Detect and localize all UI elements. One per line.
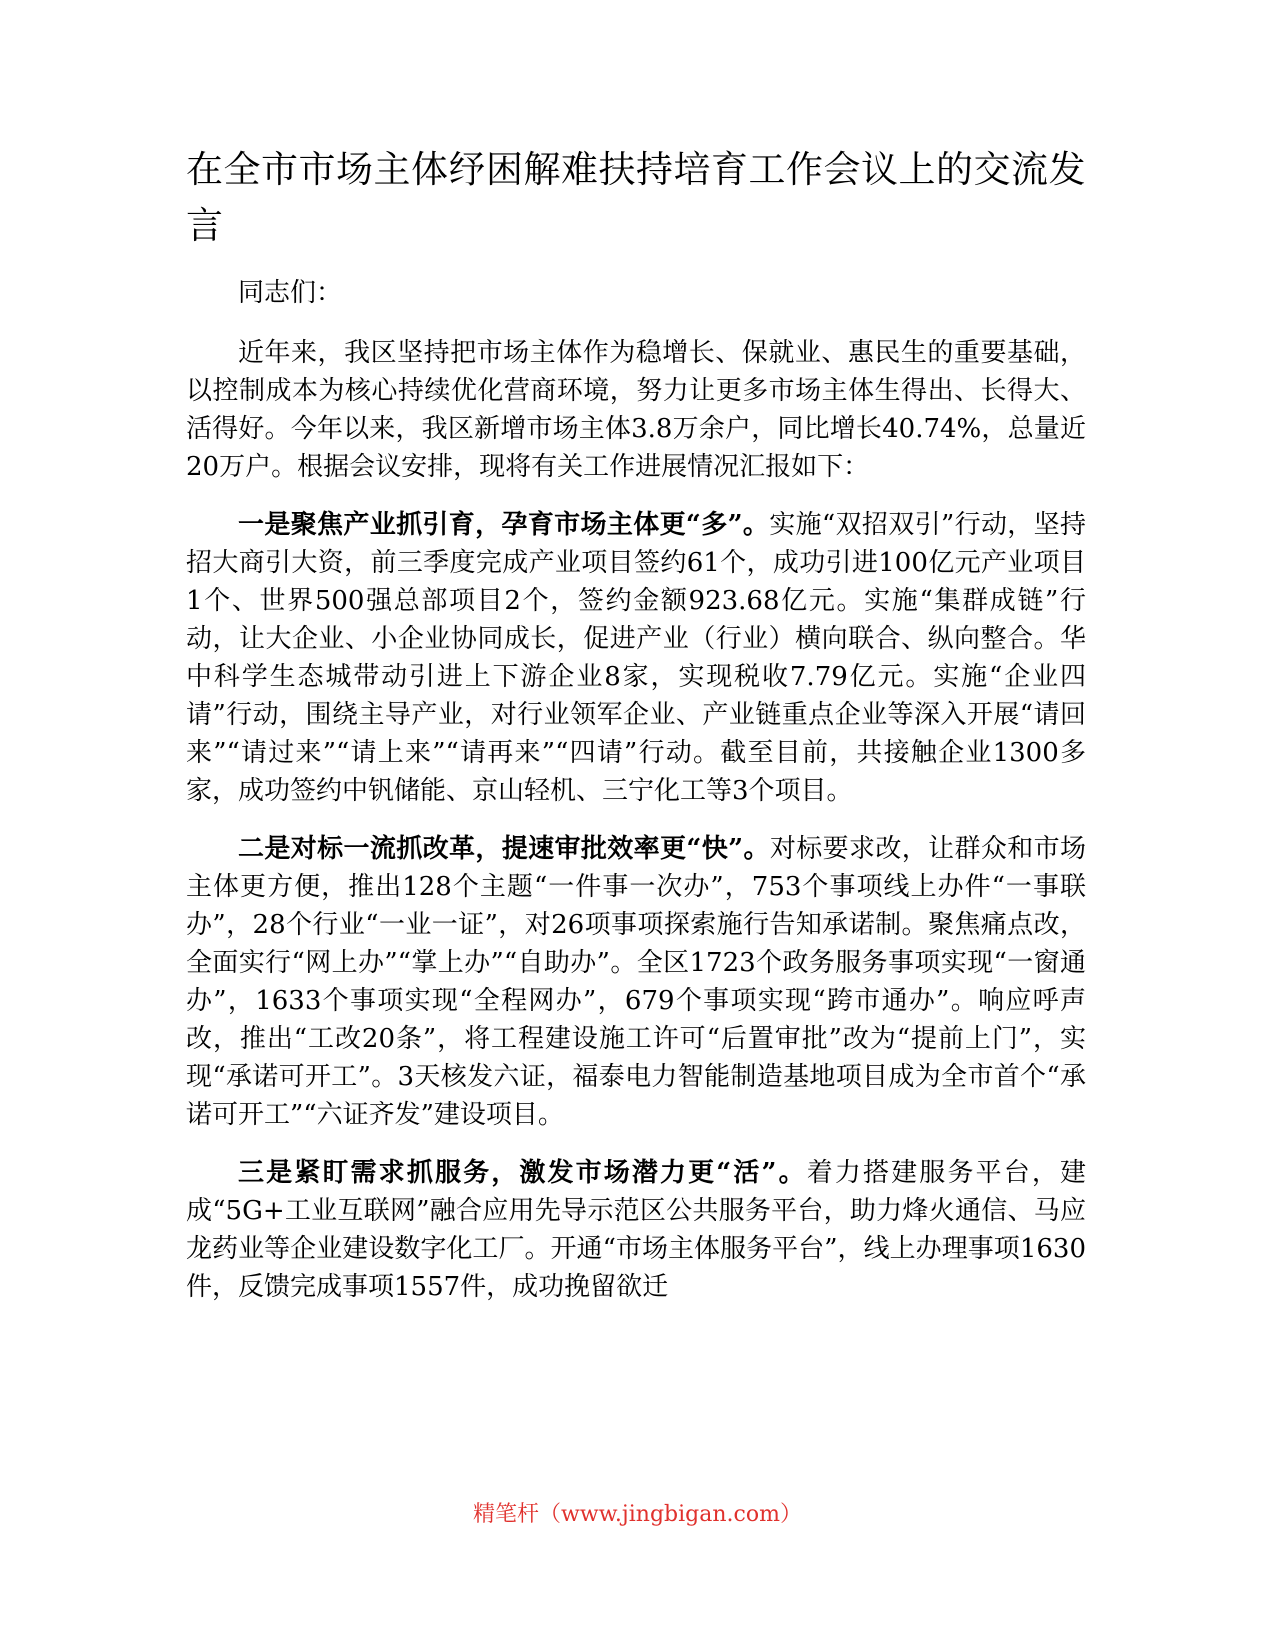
- footer-watermark: 精笔杆（www.jingbigan.com）: [473, 1502, 802, 1527]
- point-text-1: 实施“双招双引”行动，坚持招大商引大资，前三季度完成产业项目签约61个，成功引进100亿元产业项目1个、世界500强总部项目2个，签约金额923.68亿元。实施“集群成链”行动，让大企业、小企业协同成长，促进产业（行业）横向联合、纵向整合。华中科学生态城带动引进上下游企业8家，实现税收7.79亿元。实施“企业四请”行动，围绕主导产业，对行业领军企业、产业链重点企业等深入开展“请回来”“请过来”“请上来”“请再来”“四请”行动。截至目前，共接触企业1300多家，成功签约中钒储能、京山轻机、三宁化工等3个项目。: [186, 510, 1086, 806]
- point-paragraph-3: [186, 1154, 1086, 1306]
- document-title: 在全市市场主体纾困解难扶持培育工作会议上的交流发言: [186, 148, 1086, 247]
- point-paragraph-1: [186, 506, 1086, 810]
- point-heading-2: 二是对标一流抓改革，提速审批效率更“快”。: [238, 834, 770, 864]
- salutation: 同志们：: [238, 278, 343, 308]
- document-body: [186, 142, 1086, 1306]
- point-text-3: 着力搭建服务平台，建成“5G+工业互联网”融合应用先导示范区公共服务平台，助力烽火通信、马应龙药业等企业建设数字化工厂。开通“市场主体服务平台”，线上办理事项1630件，反馈完成事项1557件，成功挽留欲迁: [186, 1158, 1086, 1302]
- point-paragraph-2: [186, 830, 1086, 1134]
- point-text-2: 对标要求改，让群众和市场主体更方便，推出128个主题“一件事一次办”，753个事项线上办件“一事联办”，28个行业“一业一证”，对26项事项探索施行告知承诺制。聚焦痛点改，全面实行“网上办”“掌上办”“自助办”。全区1723个政务服务事项实现“一窗通办”，1633个事项实现“全程网办”，679个事项实现“跨市通办”。响应呼声改，推出“工改20条”，将工程建设施工许可“后置审批”改为“提前上门”，实现“承诺可开工”。3天核发六证，福泰电力智能制造基地项目成为全市首个“承诺可开工”“六证齐发”建设项目。: [186, 834, 1086, 1130]
- intro-paragraph: 近年来，我区坚持把市场主体作为稳增长、保就业、惠民生的重要基础，以控制成本为核心持续优化营商环境，努力让更多市场主体生得出、长得大、活得好。今年以来，我区新增市场主体3.8万余户，同比增长40.74%，总量近20万户。根据会议安排，现将有关工作进展情况汇报如下：: [186, 338, 1086, 482]
- point-heading-3: 三是紧盯需求抓服务，激发市场潜力更“活”。: [238, 1158, 807, 1188]
- point-heading-1: 一是聚焦产业抓引育，孕育市场主体更“多”。: [238, 510, 770, 540]
